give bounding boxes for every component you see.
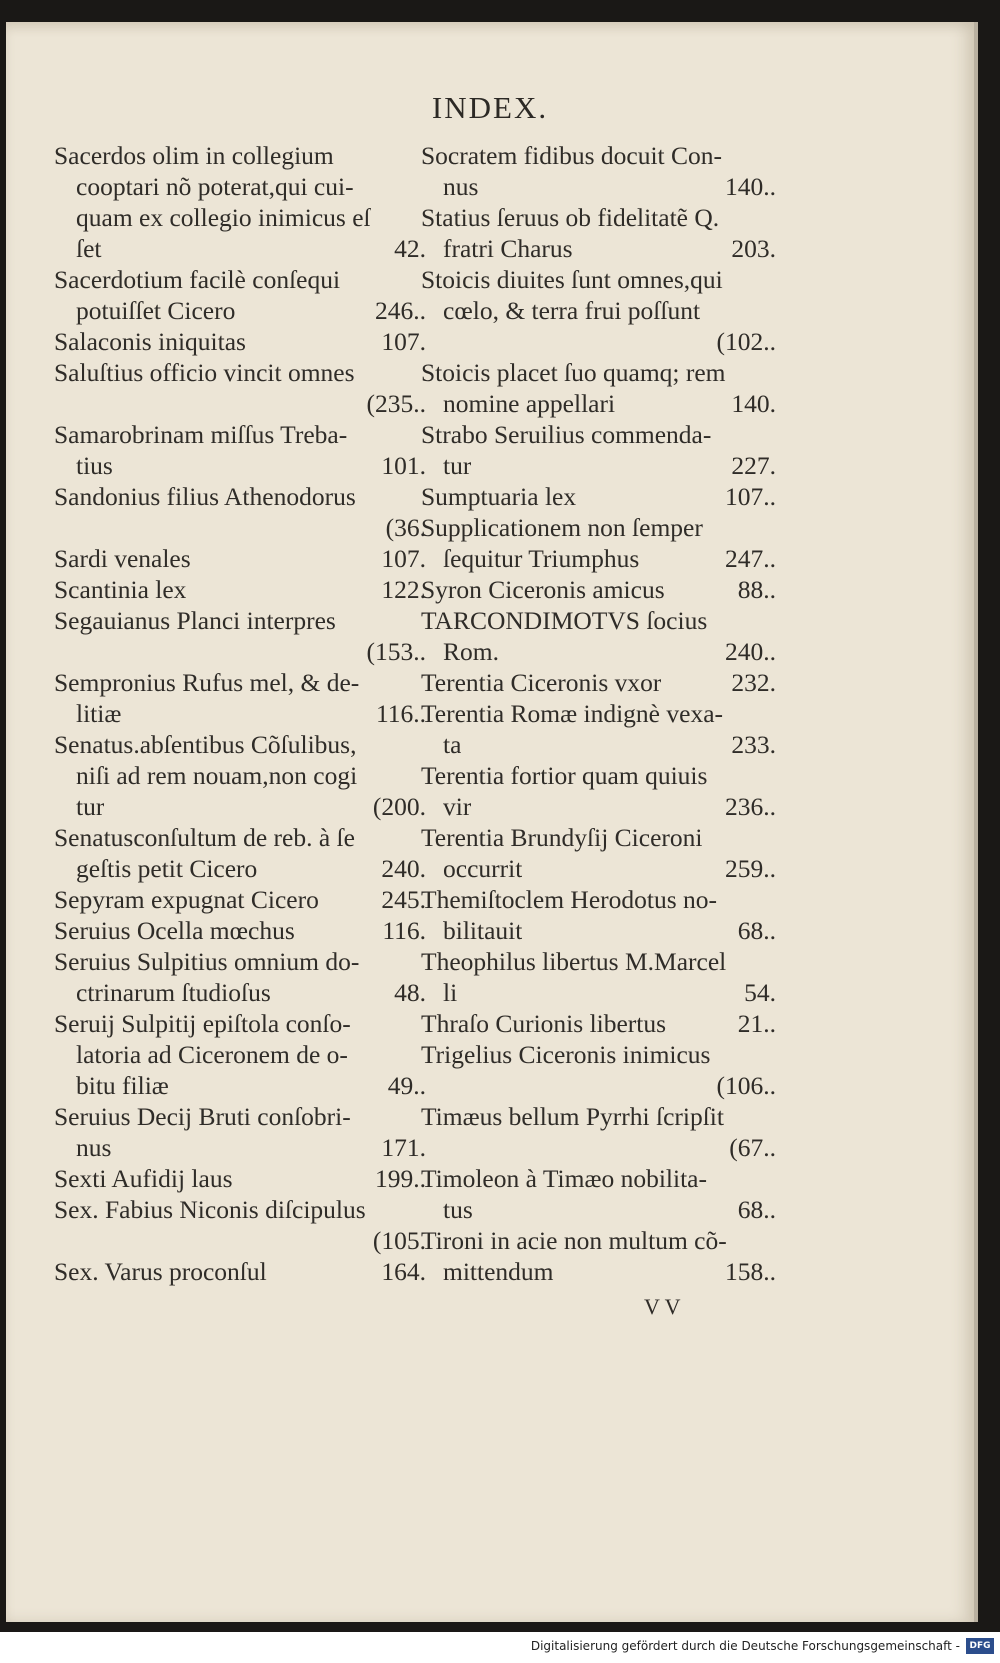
entry-text: cooptari nõ poterat,qui cui- xyxy=(76,172,354,201)
index-line xyxy=(54,264,426,295)
page-reference: 101. xyxy=(381,451,426,480)
index-line xyxy=(54,946,426,977)
entry-text: Senatus.abſentibus Cõſulibus, xyxy=(54,730,357,759)
index-entry xyxy=(421,667,776,698)
index-entry xyxy=(54,915,426,946)
index-line xyxy=(54,791,426,822)
page-reference: 48. xyxy=(394,978,426,1007)
page-reference: 171. xyxy=(381,1133,426,1162)
page-reference: 233. xyxy=(731,730,776,759)
index-entry xyxy=(54,1256,426,1287)
page-reference: (235.. xyxy=(366,389,426,418)
index-entry xyxy=(54,543,426,574)
entry-text: Timæus bellum Pyrrhi ſcripſit xyxy=(421,1102,724,1131)
entry-text: Sacerdotium facilè conſequi xyxy=(54,265,341,294)
index-line xyxy=(54,481,426,512)
page-reference: (102.. xyxy=(716,327,776,356)
entry-text: nus xyxy=(443,172,479,201)
index-entry xyxy=(421,1225,776,1287)
entry-text: tius xyxy=(76,451,113,480)
page-reference: 245. xyxy=(381,885,426,914)
index-line xyxy=(54,1101,426,1132)
index-line xyxy=(421,1225,776,1256)
index-line xyxy=(54,1039,426,1070)
index-entry xyxy=(54,1163,426,1194)
entry-text: Sardi venales xyxy=(54,544,191,573)
entry-text: Sex. Varus proconſul xyxy=(54,1257,267,1286)
page-reference: 158.. xyxy=(725,1257,776,1286)
index-entry xyxy=(421,760,776,822)
index-line xyxy=(421,419,776,450)
index-line xyxy=(421,1070,776,1101)
index-entry xyxy=(54,946,426,1008)
entry-text: Strabo Seruilius commenda- xyxy=(421,420,712,449)
entry-text: Segauianus Planci interpres xyxy=(54,606,336,635)
page-reference: 246.. xyxy=(375,296,426,325)
page-reference: 259.. xyxy=(725,854,776,883)
index-entry xyxy=(421,512,776,574)
page-reference: 54. xyxy=(744,978,776,1007)
index-line xyxy=(421,512,776,543)
entry-text: Salaconis iniquitas xyxy=(54,327,246,356)
entry-text: Samarobrinam miſſus Treba- xyxy=(54,420,348,449)
index-line xyxy=(421,977,776,1008)
entry-text: Syron Ciceronis amicus xyxy=(421,575,665,604)
index-line xyxy=(54,698,426,729)
index-line xyxy=(421,1256,776,1287)
index-entry xyxy=(54,481,426,543)
entry-text: occurrit xyxy=(443,854,523,883)
index-line xyxy=(421,636,776,667)
index-line xyxy=(421,326,776,357)
index-entry xyxy=(421,605,776,667)
page-reference: 227. xyxy=(731,451,776,480)
entry-text: vir xyxy=(443,792,472,821)
page-reference: 232. xyxy=(731,668,776,697)
entry-text: Stoicis placet ſuo quamq; rem xyxy=(421,358,726,387)
index-line xyxy=(421,822,776,853)
index-entry xyxy=(54,822,426,884)
entry-text: Saluſtius officio vincit omnes xyxy=(54,358,355,387)
entry-text: ta xyxy=(443,730,462,759)
index-line xyxy=(421,1132,776,1163)
entry-text: nomine appellari xyxy=(443,389,616,418)
index-line xyxy=(421,1008,776,1039)
index-line xyxy=(54,977,426,1008)
index-entry xyxy=(54,574,426,605)
entry-text: Seruius Ocella mœchus xyxy=(54,916,295,945)
index-entry xyxy=(54,326,426,357)
entry-text: mittendum xyxy=(443,1257,554,1286)
page-reference: 21.. xyxy=(737,1009,776,1038)
page-reference: 107.. xyxy=(725,482,776,511)
index-line xyxy=(421,233,776,264)
index-entry xyxy=(54,1101,426,1163)
dfg-logo: DFG xyxy=(966,1638,994,1654)
index-line xyxy=(54,915,426,946)
index-line xyxy=(54,543,426,574)
entry-text: Senatusconſultum de reb. à ſe xyxy=(54,823,355,852)
index-line xyxy=(54,295,426,326)
index-line xyxy=(54,667,426,698)
index-entry xyxy=(421,140,776,202)
index-line xyxy=(54,450,426,481)
index-line xyxy=(54,1225,426,1256)
page-reference: 49.. xyxy=(387,1071,426,1100)
index-line xyxy=(421,853,776,884)
page-reference: 107. xyxy=(381,544,426,573)
index-entry xyxy=(54,729,426,822)
entry-text: Thraſo Curionis libertus xyxy=(421,1009,667,1038)
index-line xyxy=(54,1194,426,1225)
page-reference: (106.. xyxy=(716,1071,776,1100)
entry-text: Theophilus libertus M.Marcel xyxy=(421,947,727,976)
page-reference: 140. xyxy=(731,389,776,418)
footer-credit: Digitalisierung gefördert durch die Deutsche Forschungsgemeinschaft - xyxy=(530,1639,960,1653)
index-entry xyxy=(421,822,776,884)
page-reference: 42. xyxy=(394,234,426,263)
entry-text: Terentia fortior quam quiuis xyxy=(421,761,708,790)
index-entry xyxy=(421,1101,776,1163)
index-column-right xyxy=(421,140,776,1287)
entry-text: Sacerdos olim in collegium xyxy=(54,141,334,170)
entry-text: Seruius Sulpitius omnium do- xyxy=(54,947,360,976)
entry-text: Terentia Ciceronis vxor xyxy=(421,668,662,697)
entry-text: Terentia Romæ indignè vexa- xyxy=(421,699,724,728)
entry-text: latoria ad Ciceronem de o- xyxy=(76,1040,348,1069)
index-line xyxy=(421,1194,776,1225)
entry-text: Seruius Decij Bruti conſobri- xyxy=(54,1102,351,1131)
index-entry xyxy=(421,574,776,605)
index-entry xyxy=(421,202,776,264)
index-entry xyxy=(54,605,426,667)
page-reference: 164. xyxy=(381,1257,426,1286)
index-line xyxy=(421,574,776,605)
index-line xyxy=(421,1039,776,1070)
entry-text: Sepyram expugnat Cicero xyxy=(54,885,319,914)
index-line xyxy=(421,729,776,760)
entry-text: Supplicationem non ſemper xyxy=(421,513,703,542)
index-line xyxy=(54,1163,426,1194)
entry-text: nus xyxy=(76,1133,112,1162)
index-entry xyxy=(54,419,426,481)
index-line xyxy=(54,1070,426,1101)
entry-text: Terentia Brundyſij Ciceroni xyxy=(421,823,703,852)
entry-text: ſet xyxy=(76,234,102,263)
entry-text: Trigelius Ciceronis inimicus xyxy=(421,1040,711,1069)
entry-text: cœlo, & terra frui poſſunt xyxy=(443,296,701,325)
entry-text: Seruij Sulpitij epiſtola conſo- xyxy=(54,1009,351,1038)
entry-text: Socratem fidibus docuit Con- xyxy=(421,141,722,170)
entry-text: Sumptuaria lex xyxy=(421,482,577,511)
index-line xyxy=(54,233,426,264)
digitization-footer xyxy=(0,1632,1000,1663)
index-line xyxy=(54,636,426,667)
entry-text: tus xyxy=(443,1195,473,1224)
index-line xyxy=(54,140,426,171)
page-header: INDEX. xyxy=(431,90,549,125)
entry-text: fratri Charus xyxy=(443,234,573,263)
index-line xyxy=(54,357,426,388)
index-entry xyxy=(54,1008,426,1101)
page-reference: 240.. xyxy=(725,637,776,666)
entry-text: li xyxy=(443,978,458,1007)
index-entry xyxy=(421,357,776,419)
entry-text: Sempronius Rufus mel, & de- xyxy=(54,668,360,697)
page-reference: 68.. xyxy=(737,916,776,945)
entry-text: ſequitur Triumphus xyxy=(443,544,640,573)
index-line xyxy=(421,605,776,636)
index-line xyxy=(421,791,776,822)
page-reference: 199.. xyxy=(375,1164,426,1193)
index-line xyxy=(421,481,776,512)
index-entry xyxy=(421,698,776,760)
entry-text: geſtis petit Cicero xyxy=(76,854,258,883)
index-entry xyxy=(421,419,776,481)
page-reference: 116. xyxy=(382,916,426,945)
index-line xyxy=(54,388,426,419)
entry-text: Sex. Fabius Niconis diſcipulus xyxy=(54,1195,366,1224)
page-reference: (105. xyxy=(372,1226,426,1255)
book-page xyxy=(6,22,978,1622)
page-reference: 247.. xyxy=(725,544,776,573)
entry-text: Sandonius filius Athenodorus xyxy=(54,482,356,511)
index-line xyxy=(54,760,426,791)
page-reference: 203. xyxy=(731,234,776,263)
index-line xyxy=(421,915,776,946)
entry-text: quam ex collegio inimicus eſ xyxy=(76,203,371,232)
page-reference: 68.. xyxy=(737,1195,776,1224)
index-line xyxy=(54,884,426,915)
index-line xyxy=(54,1008,426,1039)
entry-text: tur xyxy=(443,451,472,480)
entry-text: litiæ xyxy=(76,699,122,728)
page-reference: (200. xyxy=(372,792,426,821)
index-line xyxy=(421,667,776,698)
page-reference: 240. xyxy=(381,854,426,883)
index-line xyxy=(54,512,426,543)
entry-text: niſi ad rem nouam,non cogi xyxy=(76,761,358,790)
entry-text: Sexti Aufidij laus xyxy=(54,1164,233,1193)
index-line xyxy=(421,884,776,915)
entry-text: bitu filiæ xyxy=(76,1071,169,1100)
catchword: V V xyxy=(644,1294,681,1319)
index-line xyxy=(421,202,776,233)
index-entry xyxy=(54,357,426,419)
index-line xyxy=(421,1101,776,1132)
index-line xyxy=(54,171,426,202)
index-entry xyxy=(421,884,776,946)
index-entry xyxy=(54,884,426,915)
index-entry xyxy=(421,264,776,357)
page-reference: (36. xyxy=(385,513,426,542)
page-reference: 88.. xyxy=(737,575,776,604)
index-line xyxy=(54,202,426,233)
page-reference: 116.. xyxy=(375,699,426,728)
entry-text: bilitauit xyxy=(443,916,523,945)
entry-text: Scantinia lex xyxy=(54,575,187,604)
index-line xyxy=(54,574,426,605)
index-line xyxy=(54,729,426,760)
entry-text: Stoicis diuites ſunt omnes,qui xyxy=(421,265,723,294)
index-line xyxy=(54,1256,426,1287)
index-column-left xyxy=(54,140,426,1287)
entry-text: Rom. xyxy=(443,637,499,666)
index-entry xyxy=(421,1163,776,1225)
page-reference: 236.. xyxy=(725,792,776,821)
page-reference: (153.. xyxy=(366,637,426,666)
index-line xyxy=(54,419,426,450)
index-entry xyxy=(421,1008,776,1039)
index-line xyxy=(421,946,776,977)
page-reference: (67.. xyxy=(729,1133,776,1162)
index-entry xyxy=(54,667,426,729)
index-line xyxy=(421,264,776,295)
index-line xyxy=(421,357,776,388)
index-line xyxy=(54,605,426,636)
index-entry xyxy=(421,481,776,512)
index-entry xyxy=(54,140,426,264)
entry-text: Themiſtoclem Herodotus no- xyxy=(421,885,718,914)
entry-text: tur xyxy=(76,792,105,821)
index-line xyxy=(421,698,776,729)
index-line xyxy=(54,1132,426,1163)
entry-text: ctrinarum ſtudioſus xyxy=(76,978,271,1007)
index-line xyxy=(421,171,776,202)
index-line xyxy=(421,450,776,481)
index-line xyxy=(421,543,776,574)
index-entry xyxy=(421,1039,776,1101)
index-line xyxy=(54,822,426,853)
index-line xyxy=(54,853,426,884)
page-reference: 122. xyxy=(381,575,426,604)
index-entry xyxy=(54,264,426,326)
page-reference: 140.. xyxy=(725,172,776,201)
entry-text: potuiſſet Cicero xyxy=(76,296,236,325)
index-line xyxy=(421,1163,776,1194)
index-entry xyxy=(54,1194,426,1256)
index-line xyxy=(54,326,426,357)
entry-text: Tironi in acie non multum cõ- xyxy=(421,1226,727,1255)
index-line xyxy=(421,140,776,171)
entry-text: Statius ſeruus ob fidelitatẽ Q. xyxy=(421,203,720,232)
page-reference: 107. xyxy=(381,327,426,356)
entry-text: TARCONDIMOTVS ſocius xyxy=(421,606,708,635)
index-line xyxy=(421,295,776,326)
index-entry xyxy=(421,946,776,1008)
index-line xyxy=(421,760,776,791)
entry-text: Timoleon à Timæo nobilita- xyxy=(421,1164,707,1193)
index-line xyxy=(421,388,776,419)
